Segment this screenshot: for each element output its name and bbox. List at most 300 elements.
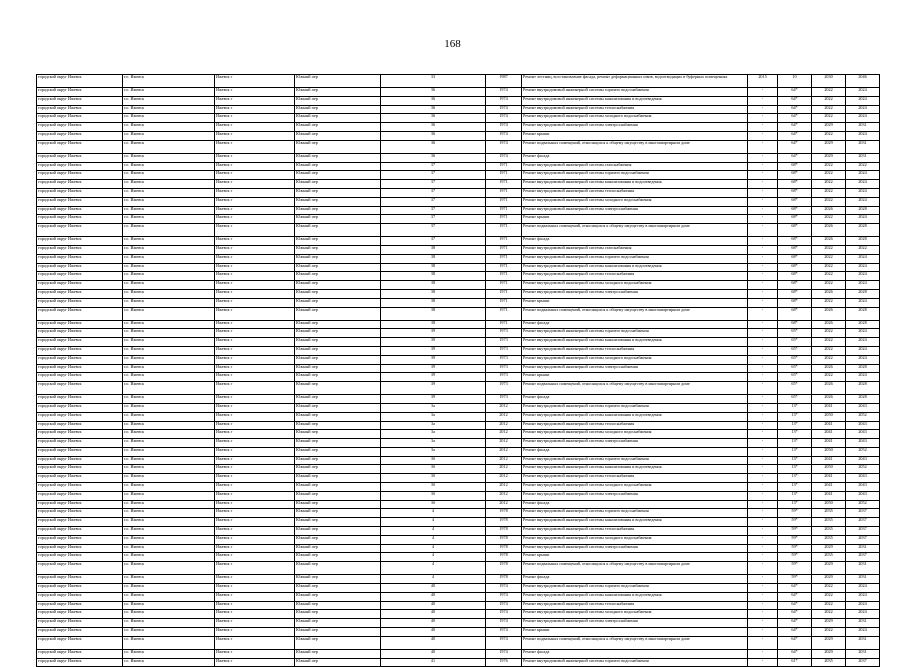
cell-district: городской округ Ижевск: [37, 114, 123, 123]
cell-city: г.о. Ижевск: [123, 307, 215, 320]
cell-build-year: 1978: [486, 575, 522, 584]
cell-settlement: Ижевск г: [215, 535, 295, 544]
cell-city: г.о. Ижевск: [123, 483, 215, 492]
cell-settlement: Ижевск г: [215, 329, 295, 338]
cell-wear: 68*: [778, 320, 812, 329]
cell-plan-start: 2050: [812, 412, 846, 421]
cell-build-year: 1974: [486, 610, 522, 619]
cell-plan-start: 2029: [812, 153, 846, 162]
cell-house-number: 36: [381, 96, 486, 105]
cell-last-repair-year: -: [748, 412, 778, 421]
cell-plan-start: 2035: [812, 527, 846, 536]
cell-wear: 68*: [778, 272, 812, 281]
cell-plan-start: 2041: [812, 421, 846, 430]
cell-wear: 13*: [778, 421, 812, 430]
cell-plan-end: 2043: [846, 456, 880, 465]
cell-street: Южный пер: [295, 601, 381, 610]
table-row: [37, 272, 880, 281]
cell-plan-end: 2024: [846, 180, 880, 189]
cell-settlement: Ижевск г: [215, 131, 295, 140]
cell-build-year: 1973: [486, 382, 522, 395]
cell-settlement: Ижевск г: [215, 254, 295, 263]
cell-wear: 13*: [778, 500, 812, 509]
cell-district: городской округ Ижевск: [37, 289, 123, 298]
cell-street: Южный пер: [295, 412, 381, 421]
cell-last-repair-year: -: [748, 518, 778, 527]
cell-street: Южный пер: [295, 619, 381, 628]
cell-house-number: 38: [381, 263, 486, 272]
cell-street: Южный пер: [295, 628, 381, 637]
cell-settlement: Ижевск г: [215, 610, 295, 619]
cell-plan-end: 2024: [846, 188, 880, 197]
cell-house-number: 37: [381, 206, 486, 215]
cell-build-year: 1974: [486, 88, 522, 97]
table-row: [37, 254, 880, 263]
cell-city: г.о. Ижевск: [123, 395, 215, 404]
cell-house-number: 37: [381, 188, 486, 197]
table-row: [37, 518, 880, 527]
cell-build-year: 1971: [486, 206, 522, 215]
table-row: [37, 628, 880, 637]
cell-city: г.о. Ижевск: [123, 162, 215, 171]
cell-house-number: 40: [381, 649, 486, 658]
cell-settlement: Ижевск г: [215, 500, 295, 509]
cell-work-type: Ремонт внутридомовой инженерной системы холодного водоснабжения: [522, 535, 748, 544]
cell-house-number: 37: [381, 215, 486, 224]
cell-settlement: Ижевск г: [215, 382, 295, 395]
cell-work-type: Ремонт внутридомовой инженерной системы холодного водоснабжения: [522, 197, 748, 206]
cell-city: г.о. Ижевск: [123, 153, 215, 162]
cell-build-year: 2012: [486, 483, 522, 492]
cell-house-number: 40: [381, 601, 486, 610]
cell-street: Южный пер: [295, 491, 381, 500]
cell-settlement: Ижевск г: [215, 491, 295, 500]
cell-wear: 64*: [778, 610, 812, 619]
table-row: [37, 96, 880, 105]
cell-house-number: 3б: [381, 491, 486, 500]
table-row: [37, 491, 880, 500]
cell-house-number: 3б: [381, 483, 486, 492]
cell-plan-end: 2031: [846, 619, 880, 628]
cell-plan-end: 2052: [846, 500, 880, 509]
cell-plan-end: 2024: [846, 96, 880, 105]
cell-settlement: Ижевск г: [215, 162, 295, 171]
cell-wear: 68*: [778, 281, 812, 290]
cell-city: г.о. Ижевск: [123, 289, 215, 298]
cell-house-number: 3а: [381, 421, 486, 430]
cell-plan-end: 2037: [846, 509, 880, 518]
cell-district: городской округ Ижевск: [37, 601, 123, 610]
cell-district: городской округ Ижевск: [37, 439, 123, 448]
cell-district: городской округ Ижевск: [37, 105, 123, 114]
cell-last-repair-year: -: [748, 439, 778, 448]
cell-settlement: Ижевск г: [215, 527, 295, 536]
cell-house-number: 4: [381, 575, 486, 584]
cell-house-number: 4: [381, 553, 486, 562]
cell-street: Южный пер: [295, 96, 381, 105]
cell-house-number: 37: [381, 224, 486, 237]
cell-district: городской округ Ижевск: [37, 465, 123, 474]
cell-settlement: Ижевск г: [215, 421, 295, 430]
cell-settlement: Ижевск г: [215, 140, 295, 153]
cell-plan-end: 2031: [846, 562, 880, 575]
cell-last-repair-year: -: [748, 298, 778, 307]
cell-street: Южный пер: [295, 592, 381, 601]
cell-settlement: Ижевск г: [215, 518, 295, 527]
cell-plan-start: 2029: [812, 544, 846, 553]
cell-street: Южный пер: [295, 114, 381, 123]
cell-street: Южный пер: [295, 430, 381, 439]
cell-city: г.о. Ижевск: [123, 509, 215, 518]
cell-settlement: Ижевск г: [215, 171, 295, 180]
cell-last-repair-year: -: [748, 188, 778, 197]
cell-house-number: 33: [381, 75, 486, 88]
cell-work-type: Ремонт внутридомовой инженерной системы электроснабжения: [522, 206, 748, 215]
cell-house-number: 37: [381, 180, 486, 189]
cell-city: г.о. Ижевск: [123, 329, 215, 338]
cell-street: Южный пер: [295, 289, 381, 298]
cell-plan-start: 2022: [812, 96, 846, 105]
cell-city: г.о. Ижевск: [123, 140, 215, 153]
table-row: [37, 140, 880, 153]
cell-work-type: Ремонт внутридомовой инженерной системы холодного водоснабжения: [522, 281, 748, 290]
cell-wear: 65*: [778, 382, 812, 395]
cell-wear: 13*: [778, 474, 812, 483]
cell-build-year: 1971: [486, 298, 522, 307]
cell-district: городской округ Ижевск: [37, 544, 123, 553]
cell-work-type: Ремонт внутридомовой инженерной системы холодного водоснабжения: [522, 114, 748, 123]
cell-street: Южный пер: [295, 447, 381, 456]
cell-plan-start: 2041: [812, 491, 846, 500]
cell-build-year: 1974: [486, 619, 522, 628]
cell-wear: 61*: [778, 658, 812, 667]
cell-last-repair-year: -: [748, 88, 778, 97]
cell-house-number: 4: [381, 544, 486, 553]
cell-plan-start: 2035: [812, 553, 846, 562]
table-row: [37, 215, 880, 224]
cell-work-type: Ремонт внутридомовой инженерной системы теплоснабжения: [522, 105, 748, 114]
cell-house-number: 38: [381, 281, 486, 290]
cell-work-type: Ремонт внутридомовой инженерной системы холодного водоснабжения: [522, 355, 748, 364]
cell-plan-end: 2028: [846, 206, 880, 215]
cell-plan-end: 2024: [846, 171, 880, 180]
cell-settlement: Ижевск г: [215, 346, 295, 355]
cell-last-repair-year: -: [748, 329, 778, 338]
cell-district: городской округ Ижевск: [37, 153, 123, 162]
cell-settlement: Ижевск г: [215, 636, 295, 649]
cell-work-type: Ремонт внутридомовой инженерной системы теплоснабжения: [522, 188, 748, 197]
cell-city: г.о. Ижевск: [123, 592, 215, 601]
cell-district: городской округ Ижевск: [37, 403, 123, 412]
cell-plan-end: 2024: [846, 610, 880, 619]
cell-work-type: Ремонт крыши: [522, 215, 748, 224]
cell-plan-start: 2035: [812, 518, 846, 527]
table-row: [37, 355, 880, 364]
cell-house-number: 39: [381, 364, 486, 373]
table-row: [37, 329, 880, 338]
cell-plan-start: 2050: [812, 465, 846, 474]
cell-last-repair-year: -: [748, 171, 778, 180]
cell-plan-end: 2028: [846, 237, 880, 246]
cell-district: городской округ Ижевск: [37, 364, 123, 373]
cell-city: г.о. Ижевск: [123, 88, 215, 97]
cell-house-number: 3б: [381, 465, 486, 474]
cell-build-year: 2012: [486, 474, 522, 483]
cell-last-repair-year: -: [748, 649, 778, 658]
cell-build-year: 1974: [486, 584, 522, 593]
cell-district: городской округ Ижевск: [37, 509, 123, 518]
cell-work-type: Ремонт внутридомовой инженерной системы канализования и водоотведения: [522, 465, 748, 474]
cell-plan-end: 2028: [846, 382, 880, 395]
cell-settlement: Ижевск г: [215, 206, 295, 215]
cell-street: Южный пер: [295, 245, 381, 254]
table-row: [37, 307, 880, 320]
cell-last-repair-year: -: [748, 237, 778, 246]
cell-plan-start: 2022: [812, 105, 846, 114]
cell-work-type: Ремонт крыши: [522, 298, 748, 307]
cell-work-type: Ремонт фасада: [522, 153, 748, 162]
cell-district: городской округ Ижевск: [37, 75, 123, 88]
cell-street: Южный пер: [295, 272, 381, 281]
cell-settlement: Ижевск г: [215, 215, 295, 224]
cell-plan-start: 2022: [812, 263, 846, 272]
cell-work-type: Ремонт внутридомовой инженерной системы электроснабжения: [522, 123, 748, 132]
cell-street: Южный пер: [295, 254, 381, 263]
cell-work-type: Ремонт внутридомовой инженерной системы канализования и водоотведения: [522, 263, 748, 272]
cell-street: Южный пер: [295, 465, 381, 474]
cell-build-year: 1973: [486, 395, 522, 404]
cell-build-year: 1974: [486, 140, 522, 153]
cell-last-repair-year: -: [748, 338, 778, 347]
cell-street: Южный пер: [295, 180, 381, 189]
cell-district: городской округ Ижевск: [37, 421, 123, 430]
cell-plan-start: 2022: [812, 188, 846, 197]
cell-plan-start: 2026: [812, 320, 846, 329]
cell-street: Южный пер: [295, 298, 381, 307]
cell-plan-start: 2022: [812, 131, 846, 140]
cell-house-number: 39: [381, 382, 486, 395]
cell-last-repair-year: -: [748, 180, 778, 189]
cell-street: Южный пер: [295, 658, 381, 667]
cell-work-type: Ремонт внутридомовой инженерной системы теплоснабжения: [522, 527, 748, 536]
cell-plan-start: 2022: [812, 584, 846, 593]
cell-wear: 65*: [778, 373, 812, 382]
cell-build-year: 1971: [486, 245, 522, 254]
cell-last-repair-year: -: [748, 224, 778, 237]
cell-build-year: 1973: [486, 355, 522, 364]
cell-plan-start: 2022: [812, 298, 846, 307]
cell-house-number: 3б: [381, 456, 486, 465]
cell-wear: 65*: [778, 338, 812, 347]
cell-settlement: Ижевск г: [215, 509, 295, 518]
cell-work-type: Ремонт внутридомовой инженерной системы холодного водоснабжения: [522, 610, 748, 619]
cell-district: городской округ Ижевск: [37, 592, 123, 601]
table-row: [37, 281, 880, 290]
cell-work-type: Ремонт внутридомовой инженерной системы электроснабжения: [522, 544, 748, 553]
table-row: [37, 456, 880, 465]
cell-plan-end: 2024: [846, 601, 880, 610]
table-row: [37, 338, 880, 347]
cell-plan-start: 2041: [812, 483, 846, 492]
cell-wear: 64*: [778, 636, 812, 649]
cell-plan-end: 2043: [846, 491, 880, 500]
cell-work-type: Ремонт внутридомовой инженерной системы канализования и водоотведения: [522, 518, 748, 527]
cell-work-type: Ремонт внутридомовой инженерной системы горячего водоснабжения: [522, 584, 748, 593]
cell-street: Южный пер: [295, 105, 381, 114]
table-row: [37, 483, 880, 492]
table-row: [37, 263, 880, 272]
cell-street: Южный пер: [295, 162, 381, 171]
cell-district: городской округ Ижевск: [37, 610, 123, 619]
cell-plan-end: 2028: [846, 395, 880, 404]
cell-plan-start: 2029: [812, 619, 846, 628]
cell-city: г.о. Ижевск: [123, 465, 215, 474]
cell-house-number: 4: [381, 527, 486, 536]
cell-settlement: Ижевск г: [215, 338, 295, 347]
table-row: [37, 619, 880, 628]
cell-house-number: 38: [381, 320, 486, 329]
cell-last-repair-year: -: [748, 575, 778, 584]
table-row: [37, 421, 880, 430]
cell-city: г.о. Ижевск: [123, 619, 215, 628]
cell-house-number: 4: [381, 562, 486, 575]
table-row: [37, 245, 880, 254]
cell-last-repair-year: -: [748, 245, 778, 254]
cell-street: Южный пер: [295, 88, 381, 97]
cell-settlement: Ижевск г: [215, 224, 295, 237]
table-row: [37, 527, 880, 536]
cell-district: городской округ Ижевск: [37, 263, 123, 272]
table-row: [37, 180, 880, 189]
cell-house-number: 39: [381, 373, 486, 382]
cell-plan-start: 2029: [812, 649, 846, 658]
cell-wear: 68*: [778, 237, 812, 246]
cell-house-number: 37: [381, 171, 486, 180]
cell-plan-start: 2022: [812, 329, 846, 338]
cell-wear: 64*: [778, 131, 812, 140]
cell-city: г.о. Ижевск: [123, 430, 215, 439]
table-row: [37, 535, 880, 544]
cell-district: городской округ Ижевск: [37, 88, 123, 97]
cell-plan-end: 2024: [846, 338, 880, 347]
cell-plan-end: 2052: [846, 412, 880, 421]
cell-house-number: 36: [381, 88, 486, 97]
cell-work-type: Ремонт фасада: [522, 649, 748, 658]
cell-district: городской округ Ижевск: [37, 562, 123, 575]
table-row: [37, 114, 880, 123]
cell-build-year: 1971: [486, 224, 522, 237]
cell-plan-start: 2026: [812, 237, 846, 246]
cell-street: Южный пер: [295, 403, 381, 412]
table-row: [37, 544, 880, 553]
cell-house-number: 36: [381, 114, 486, 123]
cell-settlement: Ижевск г: [215, 575, 295, 584]
cell-house-number: 36: [381, 123, 486, 132]
table-row: [37, 298, 880, 307]
cell-city: г.о. Ижевск: [123, 320, 215, 329]
cell-district: городской округ Ижевск: [37, 658, 123, 667]
table-row: [37, 237, 880, 246]
cell-plan-end: 2024: [846, 131, 880, 140]
cell-last-repair-year: -: [748, 421, 778, 430]
cell-work-type: Ремонт внутридомовой инженерной системы электроснабжения: [522, 364, 748, 373]
cell-house-number: 39: [381, 338, 486, 347]
cell-settlement: Ижевск г: [215, 592, 295, 601]
cell-last-repair-year: -: [748, 123, 778, 132]
cell-wear: 68*: [778, 171, 812, 180]
cell-city: г.о. Ижевск: [123, 456, 215, 465]
cell-build-year: 1971: [486, 215, 522, 224]
cell-house-number: 40: [381, 628, 486, 637]
cell-city: г.о. Ижевск: [123, 114, 215, 123]
cell-plan-start: 2026: [812, 289, 846, 298]
cell-district: городской округ Ижевск: [37, 430, 123, 439]
cell-district: городской округ Ижевск: [37, 338, 123, 347]
cell-last-repair-year: -: [748, 114, 778, 123]
cell-street: Южный пер: [295, 509, 381, 518]
cell-work-type: Ремонт внутридомовой инженерной системы горячего водоснабжения: [522, 254, 748, 263]
cell-last-repair-year: -: [748, 628, 778, 637]
cell-work-type: Ремонт внутридомовой инженерной системы теплоснабжения: [522, 272, 748, 281]
cell-work-type: Ремонт внутридомовой инженерной системы газоснабжения: [522, 245, 748, 254]
cell-plan-start: 2022: [812, 610, 846, 619]
cell-settlement: Ижевск г: [215, 373, 295, 382]
cell-build-year: 1974: [486, 649, 522, 658]
cell-build-year: 1976: [486, 658, 522, 667]
cell-work-type: Ремонт подвальных помещений, относящихся к общему имуществу в многоквартирном доме: [522, 636, 748, 649]
cell-plan-end: 2024: [846, 346, 880, 355]
cell-plan-start: 2035: [812, 658, 846, 667]
cell-wear: 65*: [778, 395, 812, 404]
cell-last-repair-year: -: [748, 491, 778, 500]
cell-city: г.о. Ижевск: [123, 628, 215, 637]
cell-build-year: 1971: [486, 254, 522, 263]
cell-district: городской округ Ижевск: [37, 355, 123, 364]
cell-last-repair-year: -: [748, 535, 778, 544]
cell-house-number: 3б: [381, 474, 486, 483]
cell-street: Южный пер: [295, 382, 381, 395]
cell-city: г.о. Ижевск: [123, 601, 215, 610]
cell-plan-end: 2024: [846, 272, 880, 281]
cell-house-number: 39: [381, 395, 486, 404]
cell-last-repair-year: -: [748, 636, 778, 649]
cell-plan-end: 2024: [846, 281, 880, 290]
cell-wear: 10: [778, 75, 812, 88]
cell-plan-end: 2031: [846, 649, 880, 658]
cell-build-year: 1971: [486, 188, 522, 197]
cell-city: г.о. Ижевск: [123, 131, 215, 140]
cell-settlement: Ижевск г: [215, 474, 295, 483]
cell-work-type: Ремонт лестниц, восстановление фасада, ремонт деформационных швов, водоотводящих в буферных помещениях: [522, 75, 748, 88]
cell-plan-start: 2041: [812, 403, 846, 412]
cell-plan-start: 2029: [812, 140, 846, 153]
cell-district: городской округ Ижевск: [37, 447, 123, 456]
cell-district: городской округ Ижевск: [37, 180, 123, 189]
cell-settlement: Ижевск г: [215, 123, 295, 132]
cell-plan-end: 2024: [846, 254, 880, 263]
cell-settlement: Ижевск г: [215, 105, 295, 114]
cell-plan-start: 2022: [812, 88, 846, 97]
cell-wear: 59*: [778, 527, 812, 536]
cell-plan-end: 2024: [846, 355, 880, 364]
cell-house-number: 38: [381, 272, 486, 281]
cell-district: городской округ Ижевск: [37, 412, 123, 421]
cell-wear: 64*: [778, 619, 812, 628]
cell-city: г.о. Ижевск: [123, 364, 215, 373]
cell-plan-end: 2037: [846, 535, 880, 544]
cell-plan-end: 2052: [846, 465, 880, 474]
cell-plan-end: 2031: [846, 140, 880, 153]
